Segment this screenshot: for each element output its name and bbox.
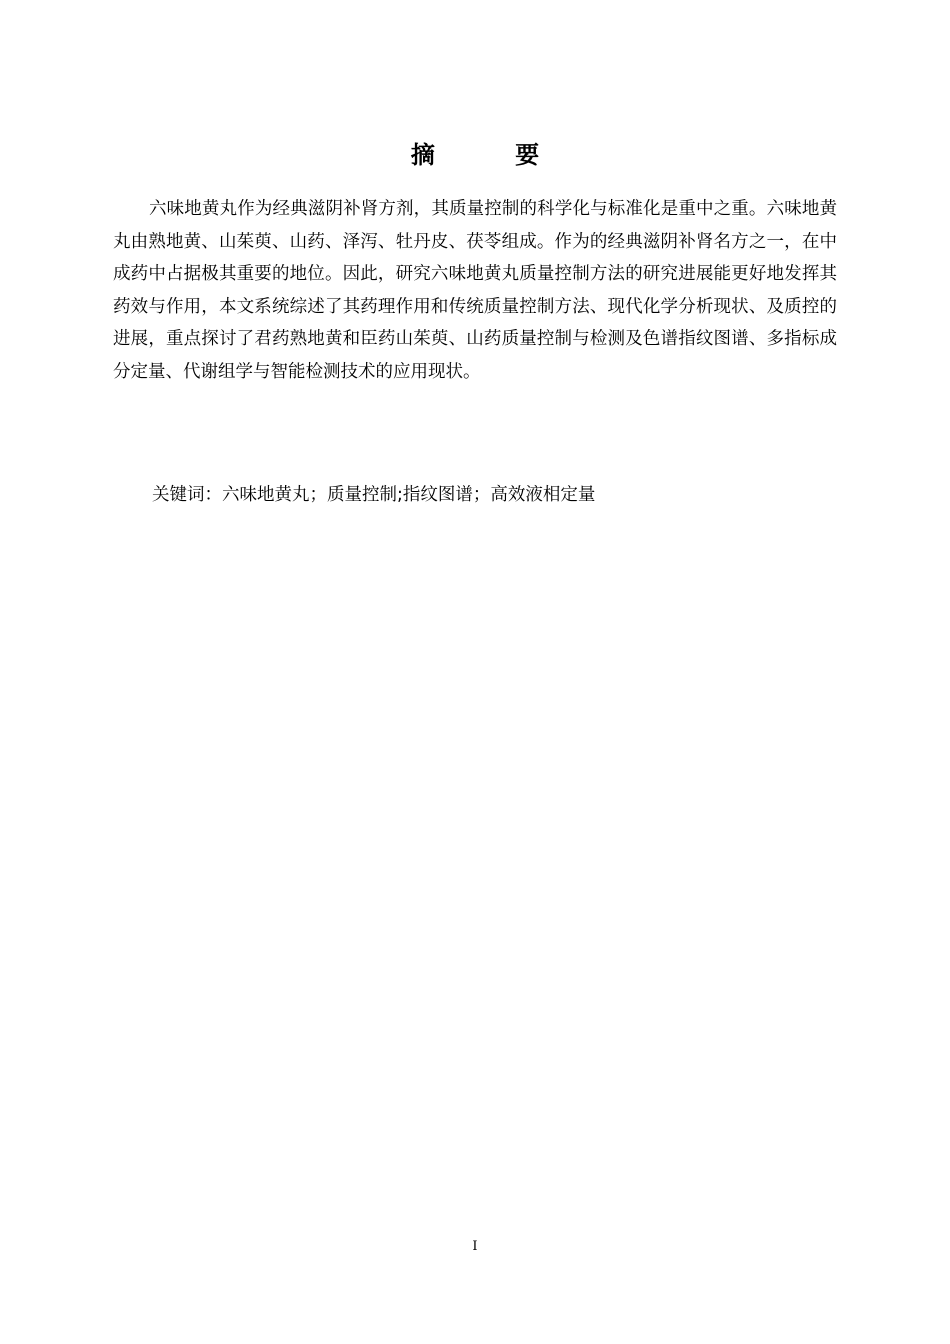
page-number: I [472, 1239, 478, 1254]
abstract-title: 摘 要 [410, 141, 576, 169]
keywords-line [152, 481, 832, 509]
abstract-body: 六味地黄丸作为经典滋阴补肾方剂，其质量控制的科学化与标准化是重中之重。六味地黄丸由熟地黄、山茱萸、山药、泽泻、牡丹皮、茯苓组成。作为的经典滋阴补肾名方之一，在中成药中占据极其重要的地位。因此，研究六味地黄丸质量控制方法的研究进展能更好地发挥其药效与作用，本文系统综述了其药理作用和传统质量控制方法、现代化学分析现状、及质控的进展，重点探讨了君药熟地黄和臣药山茱萸、山药质量控制与检测及色谱指纹图谱、多指标成分定量、代谢组学与智能检测技术的应用现状。 [113, 199, 837, 382]
keywords-label: 关键词： [152, 485, 222, 505]
keywords-text: 六味地黄丸；质量控制;指纹图谱；高效液相定量 [222, 485, 596, 505]
